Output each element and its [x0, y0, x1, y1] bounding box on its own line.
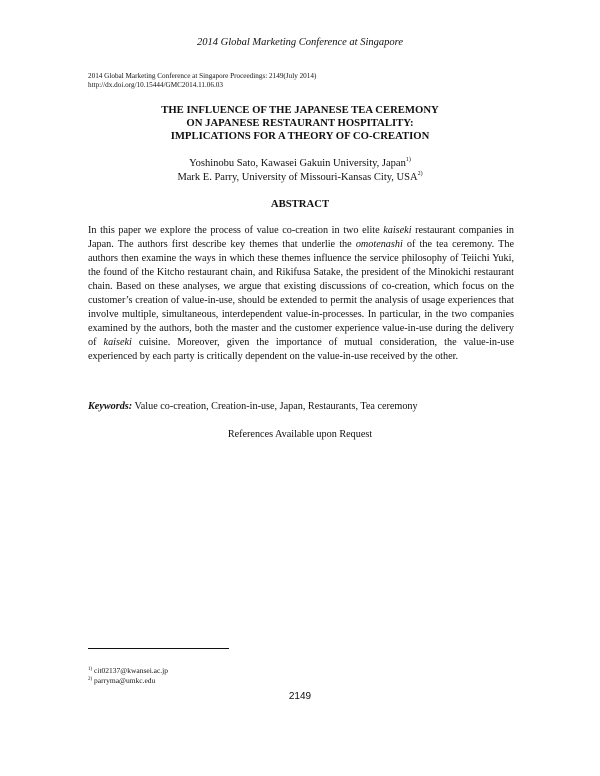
footnote-marker: 1) — [88, 667, 93, 672]
footnote-email[interactable]: cit02137@kwansei.ac.jp — [92, 666, 169, 675]
footnote-email[interactable]: parryma@umkc.edu — [92, 675, 156, 685]
footnote-1 — [88, 666, 388, 676]
citation-block — [88, 72, 528, 90]
running-head: 2014 Global Marketing Conference at Singapore — [197, 37, 403, 48]
keywords — [88, 401, 514, 412]
author-1 — [60, 157, 540, 171]
page-number: 2149 — [288, 691, 312, 702]
citation-doi-link[interactable]: http://dx.doi.org/10.15444/GMC2014.11.06.03 — [88, 81, 223, 89]
footnote-marker: 1) — [405, 157, 411, 163]
footnote-marker: 2) — [88, 676, 93, 682]
keywords-label: Keywords: — [88, 401, 133, 412]
author-list — [60, 157, 540, 185]
abstract-text: of the tea ceremony. The authors then examine the ways in which these themes influence the service philosophy of Teiichi Yuki, the found of the Kitcho restaurant chain, and Rikifusa Satake, the president of the Minokichi restaurant chain. Based on these analyses, we argue that existing discussions of co-creation, which focus on the customer’s creation of value-in-use, should be extended to permit the analysis of usage experiences that involve multiple, simultaneous, interdependent value-in-processes. In particular, in the two companies examined by the authors, both the master and the customer experience value-in-use during the delivery of — [88, 239, 515, 348]
italic-term: kaiseki — [383, 225, 412, 236]
footnote-2 — [88, 676, 388, 686]
footnotes — [88, 666, 388, 685]
footnote-divider — [88, 648, 229, 649]
abstract-text: In this paper we explore the process of value co-creation in two elite — [88, 225, 384, 236]
title-line: IMPLICATIONS FOR A THEORY OF CO-CREATION — [170, 130, 430, 142]
author-name: Mark E. Parry, University of Missouri-Kansas City, USA — [177, 172, 418, 183]
italic-term: omotenashi — [355, 239, 403, 250]
citation-proceedings: 2014 Global Marketing Conference at Singapore Proceedings: 2149(July 2014) — [88, 72, 317, 80]
keywords-text: Value co-creation, Creation-in-use, Japan, Restaurants, Tea ceremony — [132, 401, 418, 412]
italic-term: kaiseki — [103, 337, 132, 348]
abstract-heading: ABSTRACT — [270, 198, 330, 210]
author-name: Yoshinobu Sato, Kawasei Gakuin University, Japan — [189, 158, 406, 169]
abstract-text: cuisine. Moreover, given the importance of mutual consideration, the value-in-use experienced by each party is critically dependent on the value-in-use received by the other. — [88, 337, 514, 362]
abstract-body — [88, 224, 514, 364]
paper-title — [60, 104, 540, 143]
footnote-marker: 2) — [417, 171, 423, 177]
title-line: THE INFLUENCE OF THE JAPANESE TEA CEREMONY — [161, 104, 439, 116]
references-note: References Available upon Request — [227, 429, 373, 440]
title-line: ON JAPANESE RESTAURANT HOSPITALITY: — [186, 117, 414, 129]
abstract-text: restaurant companies in Japan. The authors first describe key themes that underlie the — [88, 225, 515, 250]
author-2 — [60, 171, 540, 185]
